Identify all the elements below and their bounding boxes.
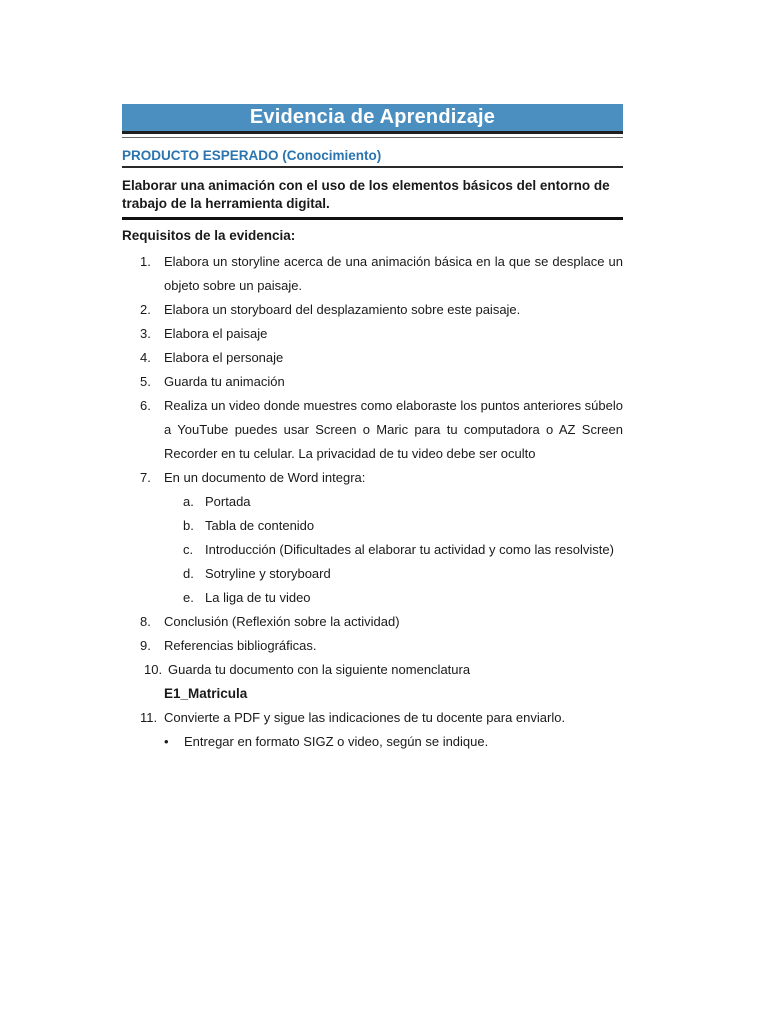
list-item-8 [122, 610, 623, 634]
nomenclature-line [122, 682, 623, 706]
bullet-icon: • [164, 734, 169, 749]
list-item-2 [122, 298, 623, 322]
item-text: Elabora el paisaje [164, 326, 268, 341]
list-item-5 [122, 370, 623, 394]
item-number: 8. [140, 614, 151, 629]
item-number: 2. [140, 302, 151, 317]
item-text: Elabora un storyboard del desplazamiento sobre este paisaje. [164, 302, 521, 317]
item-number: 4. [140, 350, 151, 365]
list-item-6 [122, 394, 623, 466]
sub-item-letter: a. [183, 494, 194, 509]
item-text: Elabora un storyline acerca de una animación básica en la que se desplace un objeto sobre un paisaje. [164, 254, 623, 293]
sub-item-letter: c. [183, 542, 194, 557]
list-item-1 [122, 250, 623, 298]
item-text: Conclusión (Reflexión sobre la actividad) [164, 614, 400, 629]
sub-item-text: Portada [205, 494, 251, 509]
item-text: En un documento de Word integra: [164, 470, 366, 485]
list-item-11 [122, 706, 623, 730]
document-page [122, 104, 623, 754]
list-item-7 [122, 466, 623, 490]
list-item-9 [122, 634, 623, 658]
item-text: Convierte a PDF y sigue las indicaciones de tu docente para enviarlo. [164, 710, 566, 725]
item-text: Guarda tu animación [164, 374, 285, 389]
banner-title: Evidencia de Aprendizaje [122, 104, 623, 134]
item-number: 10. [144, 662, 163, 677]
item-number: 11. [140, 710, 158, 725]
item-text: Referencias bibliográficas. [164, 638, 317, 653]
item-text: Realiza un video donde muestres como elaboraste los puntos anteriores súbelo a YouTube puedes usar Screen o Maric para tu computadora o AZ Screen Recorder en tu celular. La privacidad de tu video debe ser oculto [164, 398, 623, 461]
item-text: Elabora el personaje [164, 350, 284, 365]
item-text: Guarda tu documento con la siguiente nomenclatura [168, 662, 471, 677]
sub-list [122, 490, 623, 610]
item-number: 3. [140, 326, 151, 341]
sub-item-letter: d. [183, 566, 194, 581]
item-number: 5. [140, 374, 151, 389]
bullet-list [122, 730, 623, 754]
item-number: 7. [140, 470, 151, 485]
bullet-item [122, 730, 623, 754]
product-description: Elaborar una animación con el uso de los elementos básicos del entorno de trabajo de la herramienta digital. [122, 177, 623, 220]
sub-item-letter: b. [183, 518, 194, 533]
banner-divider [122, 136, 623, 138]
sub-item-text: La liga de tu video [205, 590, 311, 605]
sub-item-text: Sotryline y storyboard [205, 566, 331, 581]
sub-item-d [122, 562, 623, 586]
list-item-3 [122, 322, 623, 346]
item-number: 9. [140, 638, 151, 653]
sub-item-text: Tabla de contenido [205, 518, 315, 533]
item-number: 6. [140, 398, 151, 413]
requirements-list [122, 250, 623, 730]
requirements-title: Requisitos de la evidencia: [122, 228, 296, 243]
sub-requirements-list [122, 490, 623, 610]
list-item-4 [122, 346, 623, 370]
sub-item-letter: e. [183, 590, 194, 605]
bullet-text: Entregar en formato SIGZ o video, según se indique. [184, 734, 489, 749]
sub-item-e [122, 586, 623, 610]
nomenclature-text: E1_Matricula [164, 686, 248, 701]
sub-item-a [122, 490, 623, 514]
sub-item-c [122, 538, 623, 562]
list-item-10 [122, 658, 623, 682]
sub-item-text: Introducción (Dificultades al elaborar tu actividad y como las resolviste) [205, 542, 614, 557]
section-heading: PRODUCTO ESPERADO (Conocimiento) [122, 148, 623, 168]
sub-item-b [122, 514, 623, 538]
item-number: 1. [140, 254, 151, 269]
